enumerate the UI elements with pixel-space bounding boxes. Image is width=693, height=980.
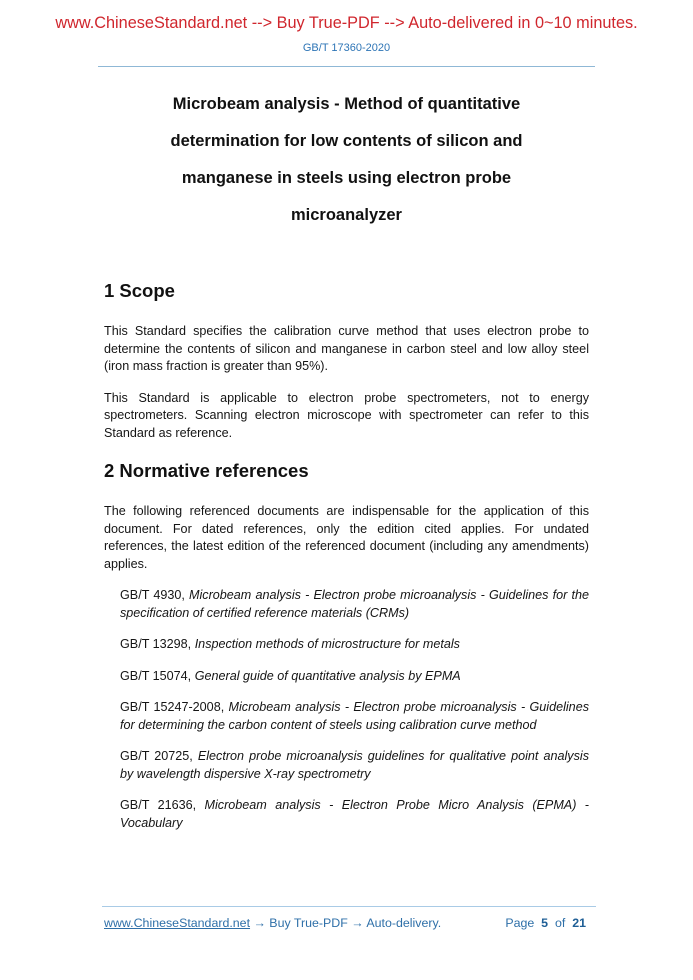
page-of: of [554,916,566,930]
document-title [104,86,589,234]
document-body [104,280,589,832]
reference-code: GB/T 20725, [120,749,198,763]
reference-item [104,699,589,734]
reference-title: Electron probe microanalysis guidelines for qualitative point analysis by wavelength dispersive X-ray spectrometry [120,749,589,781]
top-banner[interactable]: www.ChineseStandard.net --> Buy True-PDF --> Auto-delivered in 0~10 minutes. [55,14,638,32]
reference-item [104,668,589,686]
title-line: microanalyzer [291,206,402,224]
page-current: 5 [541,916,549,930]
page-label: Page [505,916,535,930]
title-line: determination for low contents of silicon and [170,132,523,150]
reference-item [104,587,589,622]
page-indicator [505,916,586,930]
reference-title: General guide of quantitative analysis by EPMA [194,668,461,683]
reference-title: Microbeam analysis - Electron probe microanalysis - Guidelines for determining the carbon content of steels using calibration curve method [120,700,589,732]
page-total: 21 [572,916,586,930]
page-footer [104,916,586,930]
reference-title: Microbeam analysis - Electron probe microanalysis - Guidelines for the specification of certified reference materials (CRMs) [120,588,589,620]
footer-website-link[interactable]: www.ChineseStandard.net [104,916,251,930]
section-heading-normative-references: 2 Normative references [104,460,309,481]
footer-divider [102,906,596,907]
reference-code: GB/T 4930, [120,588,189,602]
reference-code: GB/T 13298, [120,637,195,651]
footer-promo [104,916,441,930]
title-line: Microbeam analysis - Method of quantitative [172,95,521,113]
reference-item [104,636,589,654]
reference-title: Inspection methods of microstructure for metals [194,637,460,651]
reference-code: GB/T 21636, [120,798,205,812]
reference-code: GB/T 15074, [120,668,195,683]
footer-promo-text: → Buy True-PDF → Auto-delivery. [250,916,442,930]
standard-code: GB/T 17360-2020 [302,42,391,54]
header-divider [98,66,595,67]
reference-item [104,748,589,783]
normative-intro: The following referenced documents are indispensable for the application of this document. For dated references, only the edition cited applies. For undated references, the latest edition of the referenced document (including any amendments) applies. [104,504,589,571]
section-heading-scope: 1 Scope [104,280,175,301]
scope-paragraph: This Standard is applicable to electron probe spectrometers, not to energy spectrometers. Scanning electron microscope with spectrometer can refer to this Standard as reference. [104,390,589,440]
reference-code: GB/T 15247-2008, [120,700,229,714]
title-line: manganese in steels using electron probe [181,169,512,187]
reference-item [104,797,589,832]
reference-title: Microbeam analysis - Electron Probe Micro Analysis (EPMA) - Vocabulary [120,798,589,830]
scope-paragraph: This Standard specifies the calibration curve method that uses electron probe to determine the contents of silicon and manganese in carbon steel and low alloy steel (iron mass fraction is greater than 95%). [104,324,589,373]
